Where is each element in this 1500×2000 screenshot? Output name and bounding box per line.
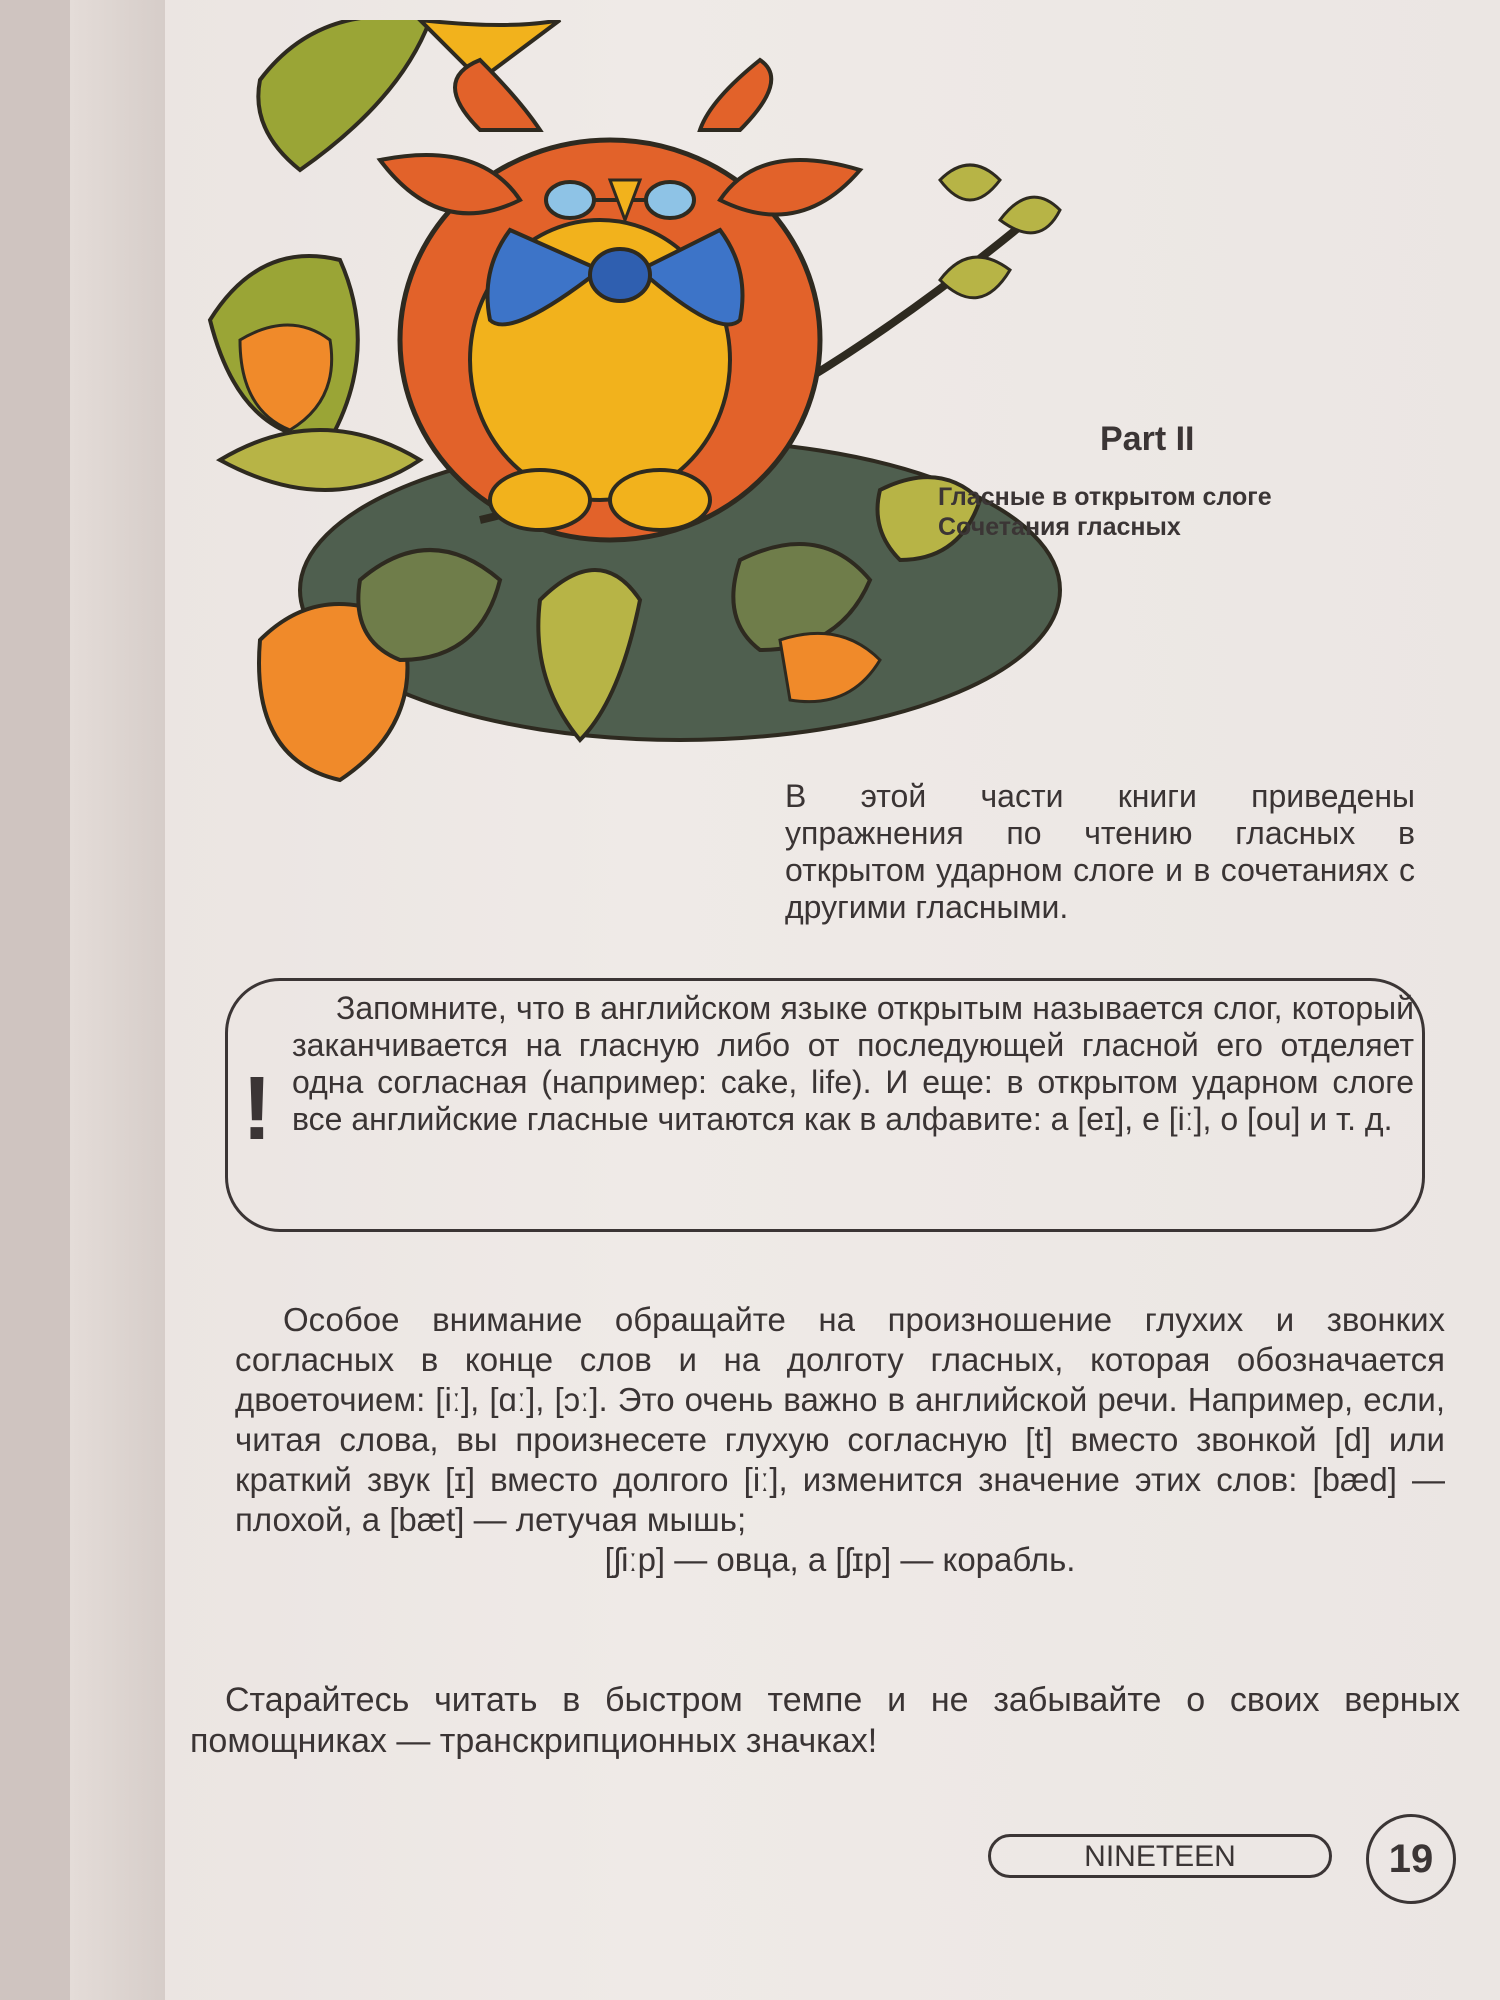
- part-subtitle: [938, 482, 1272, 542]
- owl-illustration: [180, 20, 1100, 800]
- pronunciation-paragraph: [235, 1300, 1445, 1580]
- exclamation-icon: !: [242, 1059, 272, 1159]
- closing-paragraph: Старайтесь читать в быстром темпе и не забывайте о своих верных помощниках — транскрипционных значках!: [190, 1681, 1460, 1760]
- pronunciation-text: Особое внимание обращайте на произношение глухих и звонких согласных в конце слов и на долготу гласных, которая обозначается двоеточием: [iː], [ɑː], [ɔː]. Это очень важно в английской речи. Например, если, читая слова, вы произнесете глухую согласную [t] вместо звонкой [d] или краткий звук [ɪ] вместо долгого [iː], изменится значение этих слов: [bæd] — плохой, а [bæt] — летучая мышь;: [235, 1301, 1445, 1538]
- part-title: Part II: [1100, 420, 1195, 458]
- book-page: [70, 0, 1500, 2000]
- subtitle-line-1: Гласные в открытом слоге: [938, 483, 1272, 511]
- page-number: 19: [1366, 1814, 1456, 1904]
- facing-page-edge: [70, 0, 165, 2000]
- note-text: Запомните, что в английском языке открытым называется слог, который заканчивается на гласную либо от последующей гласной его отделяет одна согласная (например: cake, life). И еще: в открытом ударном слоге все английские гласные читаются как в алфавите: a [eɪ], e [iː], o [ou] и т. д.: [292, 990, 1414, 1137]
- pronunciation-last-line: [ʃiːp] — овца, а [ʃɪp] — корабль.: [604, 1541, 1076, 1578]
- page-word-label: NINETEEN: [988, 1834, 1332, 1878]
- intro-paragraph: В этой части книги приведены упражнения по чтению гласных в открытом ударном слоге и в сочетаниях с другими гласными.: [785, 778, 1415, 925]
- subtitle-line-2: Сочетания гласных: [938, 513, 1181, 541]
